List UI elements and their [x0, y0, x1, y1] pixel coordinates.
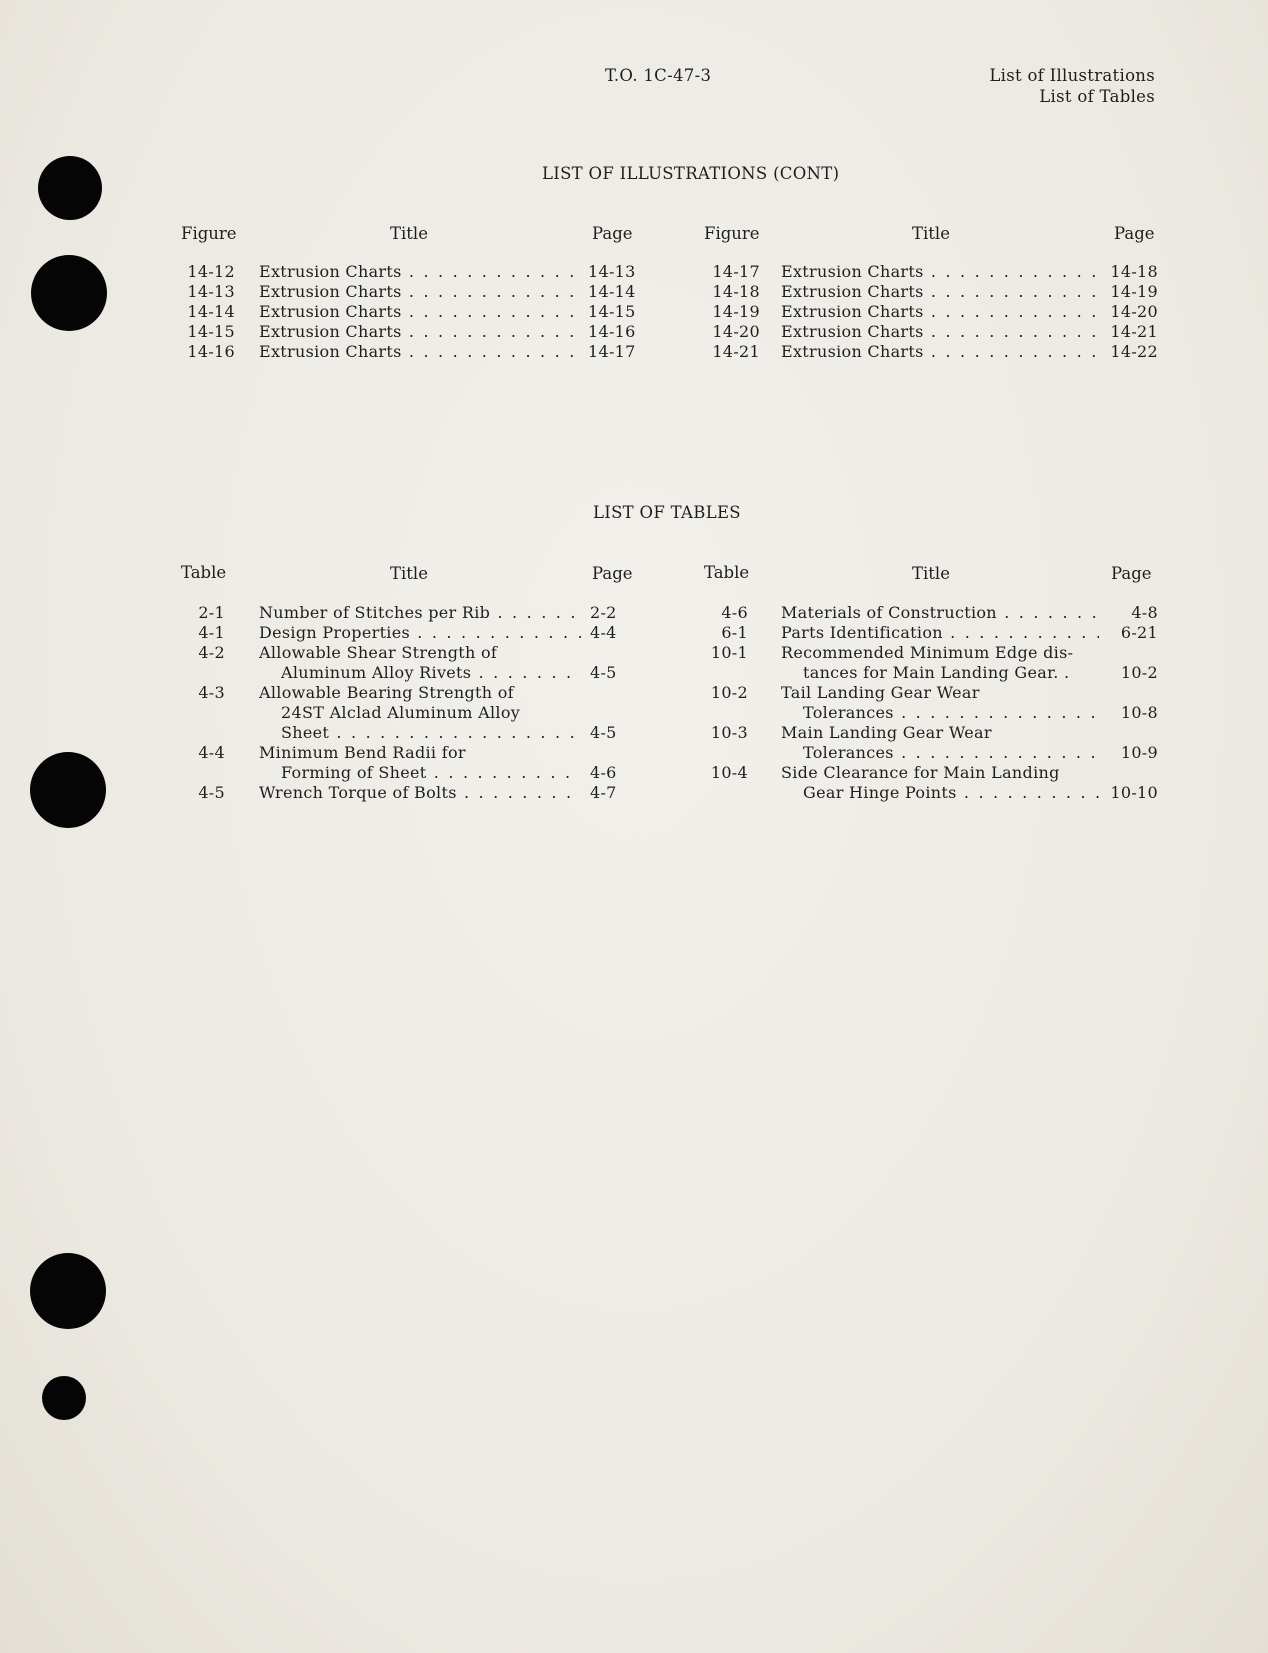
- entry-number: 2-1: [198, 603, 225, 622]
- entry-title-text: Wrench Torque of Bolts: [259, 783, 457, 802]
- entry-number: 4-1: [198, 623, 225, 642]
- entry-title-text: Main Landing Gear Wear: [781, 723, 992, 742]
- entry-title-text: Extrusion Charts: [781, 342, 924, 361]
- entry-page: 14-16: [588, 322, 636, 341]
- entry-number: 10-3: [710, 723, 748, 742]
- entry-page: 14-13: [588, 262, 636, 281]
- table-entry-line: [0, 643, 1268, 663]
- entry-number: 14-20: [712, 322, 760, 341]
- entry-page: 10-9: [1120, 743, 1158, 762]
- entry-page: 14-18: [1110, 262, 1158, 281]
- entry-title-text: Extrusion Charts: [781, 302, 924, 321]
- entry-number: 10-2: [710, 683, 748, 702]
- col-header-title: Title: [912, 564, 950, 583]
- entry-title-text: Allowable Bearing Strength of: [259, 683, 514, 702]
- entry-title-text: Number of Stitches per Rib: [259, 603, 491, 622]
- illustrations-heading: LIST OF ILLUSTRATIONS (CONT): [542, 164, 840, 183]
- figure-entry-line: [0, 262, 1268, 282]
- col-header-page: Page: [592, 564, 633, 583]
- entry-number: 10-1: [710, 643, 748, 662]
- entry-number: 4-3: [198, 683, 225, 702]
- entry-title-text: Extrusion Charts: [781, 322, 924, 341]
- entry-number: 4-5: [198, 783, 225, 802]
- entry-title-text: Forming of Sheet: [281, 763, 427, 782]
- entry-number: 14-21: [712, 342, 760, 361]
- col-header-figure: Figure: [704, 224, 760, 243]
- entry-title: [781, 302, 1103, 322]
- entry-title: [781, 763, 1099, 783]
- table-entry-line: [0, 703, 1268, 723]
- entry-number: 4-2: [198, 643, 225, 662]
- entry-title-text: Design Properties: [259, 623, 410, 642]
- entry-title: [781, 723, 1099, 743]
- col-header-page: Page: [592, 224, 633, 243]
- figure-entry-line: [0, 322, 1268, 342]
- entry-title-text: Aluminum Alloy Rivets: [281, 663, 472, 682]
- entry-title-text: Extrusion Charts: [259, 262, 402, 281]
- entry-page: 2-2: [590, 603, 617, 622]
- entry-title-text: Extrusion Charts: [259, 302, 402, 321]
- punch-hole: [30, 1253, 106, 1329]
- entry-number: 14-14: [187, 302, 235, 321]
- entry-title-text: Gear Hinge Points: [803, 783, 957, 802]
- entry-number: 14-13: [187, 282, 235, 301]
- entry-title-text: Side Clearance for Main Landing: [781, 763, 1060, 782]
- entry-title-text: Tolerances: [803, 703, 894, 722]
- col-header-table: Table: [704, 563, 750, 582]
- entry-title-text: Minimum Bend Radii for: [259, 743, 466, 762]
- entry-title-text: Extrusion Charts: [781, 282, 924, 301]
- entry-title-text: Allowable Shear Strength of: [259, 643, 498, 662]
- col-header-table: Table: [181, 563, 227, 582]
- table-entry-line: [0, 663, 1268, 683]
- col-header-title: Title: [390, 224, 428, 243]
- table-entry-line: [0, 603, 1268, 623]
- entry-number: 4-6: [721, 603, 748, 622]
- entry-page: 14-19: [1110, 282, 1158, 301]
- entry-number: 6-1: [721, 623, 748, 642]
- entry-number: 14-18: [712, 282, 760, 301]
- entry-page: 14-22: [1110, 342, 1158, 361]
- section-line-1: List of Illustrations: [989, 66, 1155, 85]
- col-header-title: Title: [912, 224, 950, 243]
- doc-number: T.O. 1C-47-3: [605, 66, 712, 85]
- entry-title: [781, 282, 1103, 302]
- entry-title: [803, 663, 1099, 683]
- tables-heading: LIST OF TABLES: [593, 503, 741, 522]
- entry-title-text: Extrusion Charts: [259, 322, 402, 341]
- punch-hole: [38, 156, 102, 220]
- entry-number: 14-17: [712, 262, 760, 281]
- entry-title-text: Extrusion Charts: [259, 282, 402, 301]
- entry-title-text: Tail Landing Gear Wear: [781, 683, 980, 702]
- entry-number: 10-4: [710, 763, 748, 782]
- figure-entry-line: [0, 302, 1268, 322]
- entry-number: 4-4: [198, 743, 225, 762]
- col-header-figure: Figure: [181, 224, 237, 243]
- figure-entry-line: [0, 342, 1268, 362]
- entry-page: 4-7: [590, 783, 617, 802]
- entry-title-text: 24ST Alclad Aluminum Alloy: [281, 703, 521, 722]
- figure-entry-line: [0, 282, 1268, 302]
- table-entry-line: [0, 743, 1268, 763]
- entry-title-text: Parts Identification: [781, 623, 943, 642]
- entry-title: [781, 342, 1103, 362]
- entry-title: [803, 703, 1099, 723]
- entry-page: 14-14: [588, 282, 636, 301]
- entry-page: 10-2: [1120, 663, 1158, 682]
- entry-title-text: Recommended Minimum Edge dis-: [781, 643, 1074, 662]
- entry-title: [803, 743, 1099, 763]
- entry-title-text: Extrusion Charts: [259, 342, 402, 361]
- entry-number: 14-15: [187, 322, 235, 341]
- entry-title: [781, 643, 1099, 663]
- entry-page: 14-21: [1110, 322, 1158, 341]
- entry-page: 4-5: [590, 723, 617, 742]
- entry-page: 10-8: [1120, 703, 1158, 722]
- entry-title: [803, 783, 1099, 803]
- entry-page: 6-21: [1120, 623, 1158, 642]
- entry-page: 10-10: [1110, 783, 1158, 802]
- punch-hole: [42, 1376, 86, 1420]
- entry-page: 14-15: [588, 302, 636, 321]
- entry-number: 14-12: [187, 262, 235, 281]
- entry-number: 14-16: [187, 342, 235, 361]
- entry-title-text: Sheet: [281, 723, 330, 742]
- col-header-page: Page: [1111, 564, 1152, 583]
- entry-title-text: Tolerances: [803, 743, 894, 762]
- table-entry-line: [0, 783, 1268, 803]
- entry-title: [781, 683, 1099, 703]
- entry-page: 4-4: [590, 623, 617, 642]
- entry-page: 4-8: [1131, 603, 1158, 622]
- table-entry-line: [0, 723, 1268, 743]
- col-header-page: Page: [1114, 224, 1155, 243]
- entry-title-text: Materials of Construction: [781, 603, 997, 622]
- table-entry-line: [0, 763, 1268, 783]
- entry-number: 14-19: [712, 302, 760, 321]
- entry-title-text: Extrusion Charts: [781, 262, 924, 281]
- entry-title: [781, 322, 1103, 342]
- table-entry-line: [0, 683, 1268, 703]
- entry-page: 14-17: [588, 342, 636, 361]
- entry-title: [781, 603, 1099, 623]
- entry-page: 14-20: [1110, 302, 1158, 321]
- section-line-2: List of Tables: [1039, 87, 1155, 106]
- entry-page: 4-5: [590, 663, 617, 682]
- table-entry-line: [0, 623, 1268, 643]
- entry-title: [781, 623, 1099, 643]
- entry-title: [781, 262, 1103, 282]
- entry-title-text: tances for Main Landing Gear. .: [803, 663, 1070, 682]
- col-header-title: Title: [390, 564, 428, 583]
- entry-page: 4-6: [590, 763, 617, 782]
